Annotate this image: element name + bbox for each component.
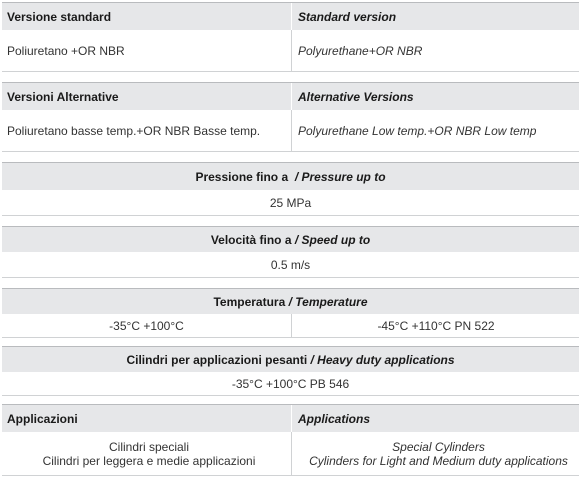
temperature-value-left: -35°C +100°C (109, 318, 184, 333)
applications-header-en: Applications (291, 405, 579, 432)
pressure-label (2, 170, 579, 184)
standard-value-en: Polyurethane+OR NBR (291, 30, 579, 71)
applications-values-en (291, 432, 579, 475)
speed-label (2, 233, 579, 247)
standard-version-header (2, 2, 579, 30)
alternative-versions-row (2, 110, 579, 152)
applications-values-it (2, 432, 291, 475)
standard-header-en: Standard version (291, 3, 579, 30)
temperature-label-en: / Temperature (288, 294, 368, 309)
heavy-duty-value: -35°C +100°C PB 546 (231, 376, 350, 391)
speed-header (2, 226, 579, 252)
pressure-label-en: / Pressure up to (294, 169, 386, 184)
alternative-value-en: Polyurethane Low temp.+OR NBR Low temp (291, 110, 579, 151)
standard-value-it: Poliuretano +OR NBR (7, 43, 125, 58)
alternative-header-it: Versioni Alternative (7, 89, 119, 104)
pressure-row (2, 190, 579, 216)
speed-row (2, 252, 579, 278)
heavy-duty-header (2, 346, 579, 372)
standard-header-it: Versione standard (7, 9, 112, 24)
alternative-header-en: Alternative Versions (291, 83, 579, 110)
standard-version-row (2, 30, 579, 72)
heavy-duty-row (2, 372, 579, 396)
applications-item-it: Cilindri speciali (108, 439, 190, 454)
temperature-header (2, 288, 579, 314)
speed-label-it: Velocità fino a (210, 232, 295, 247)
heavy-duty-label-en: / Heavy duty applications (310, 352, 455, 367)
pressure-label-it: Pressione fino a (195, 169, 292, 184)
alternative-value-it: Poliuretano basse temp.+OR NBR Basse temp. (7, 123, 261, 138)
alternative-versions-header (2, 82, 579, 110)
applications-item-it: Cilindri per leggera e medie applicazioni (42, 453, 256, 468)
speed-value: 0.5 m/s (270, 257, 311, 272)
pressure-header (2, 162, 579, 190)
speed-label-en: / Speed up to (294, 232, 371, 247)
applications-item-en: Cylinders for Light and Medium duty applications (309, 453, 568, 468)
temperature-row (2, 314, 579, 338)
applications-row (2, 432, 579, 476)
temperature-label (2, 295, 579, 309)
heavy-duty-label-it: Cilindri per applicazioni pesanti (126, 352, 311, 367)
temperature-label-it: Temperatura (213, 294, 289, 309)
applications-header-it: Applicazioni (7, 411, 78, 426)
pressure-value: 25 MPa (269, 195, 312, 210)
applications-item-en: Special Cylinders (392, 439, 485, 454)
temperature-value-right: -45°C +110°C PN 522 (291, 314, 580, 337)
applications-header (2, 404, 579, 432)
heavy-duty-label (2, 353, 579, 367)
